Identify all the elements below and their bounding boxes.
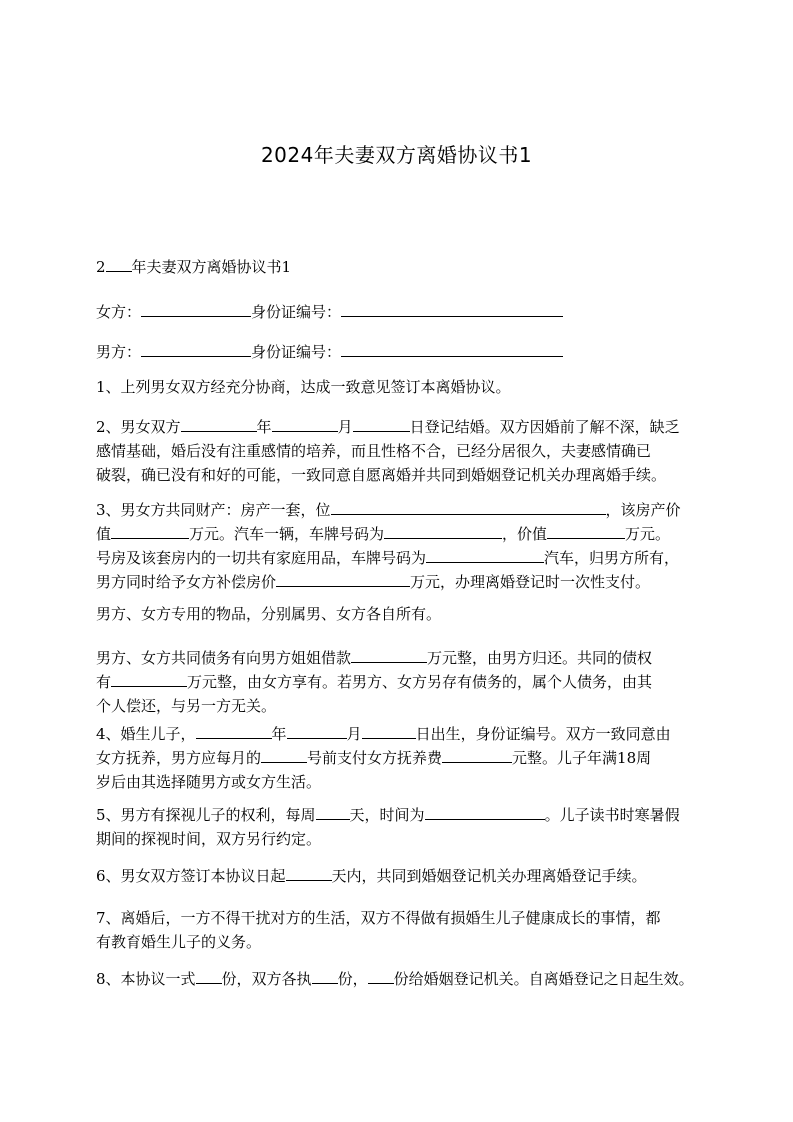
- blank-husband-name[interactable]: [141, 342, 251, 357]
- blank-days[interactable]: [286, 866, 332, 881]
- clause-4: 4、婚生儿子， 年 月 日出生，身份证编号。双方一致同意由 女方抚养，男方应每月的 号前支付女方抚养费 元整。儿子年满18周 岁后由其选择随男方或女方生活。: [96, 725, 671, 791]
- clause-8: 8、本协议一式 份，双方各执 份， 份给婚姻登记机关。自离婚登记之日起生效。: [96, 970, 694, 988]
- clause-3: 3、男女方共同财产：房产一套，位 ，该房产价 值 万元。汽车一辆，车牌号码为 ，价值 万元。 号房及该套房内的一切共有家庭用品，车牌号码为 汽车，归男方所有， 男方同时给予女方补偿房价 万元，办理离婚登记时一次性支付。: [96, 501, 681, 591]
- blank-compensation[interactable]: [276, 572, 410, 587]
- blank-house-value[interactable]: [111, 524, 189, 539]
- clause-6: 6、男女双方签订本协议日起 天内，共同到婚姻登记机关办理离婚登记手续。: [96, 867, 647, 885]
- blank-plate-number[interactable]: [384, 524, 502, 539]
- blank-credit-amount[interactable]: [111, 672, 187, 687]
- subtitle: 2 年夫妻双方离婚协议书1: [96, 258, 292, 276]
- husband-line: 男方： 身份证编号：: [96, 340, 716, 364]
- blank-birth-year[interactable]: [196, 724, 272, 739]
- clause-5: 5、男方有探视儿子的权利，每周 天，时间为 。儿子读书时寒暑假 期间的探视时间，双方另行约定。: [96, 806, 680, 848]
- blank-support-amount[interactable]: [442, 748, 512, 763]
- blank-car-value[interactable]: [547, 524, 625, 539]
- clause-7: 7、离婚后，一方不得干扰对方的生活，双方不得做有损婚生儿子健康成长的事情，都 有教育婚生儿子的义务。: [96, 909, 661, 951]
- blank-birth-month[interactable]: [287, 724, 347, 739]
- blank-birth-day[interactable]: [362, 724, 416, 739]
- clause-2: 2、男女双方 年 月 日登记结婚。双方因婚前了解不深，缺乏 感情基础，婚后没有注重感情的培养，而且性格不合，已经分居很久，夫妻感情确已 破裂，确已没有和好的可能，一致同意自愿离婚并共同到婚姻登记机关办理离婚手续。: [96, 418, 680, 484]
- blank-payment-day[interactable]: [261, 748, 307, 763]
- blank-husband-id[interactable]: [341, 342, 563, 357]
- clause-1: 1、上列男女双方经充分协商，达成一致意见签订本离婚协议。: [96, 378, 511, 396]
- blank-plate-number-2[interactable]: [426, 548, 544, 563]
- debts: 男方、女方共同债务有向男方姐姐借款 万元整，由男方归还。共同的债权 有 万元整，由女方享有。若男方、女方另存有债务的，属个人债务，由其 个人偿还，与另一方无关。: [96, 649, 653, 715]
- blank-wife-id[interactable]: [341, 302, 563, 317]
- blank-debt-amount[interactable]: [351, 648, 427, 663]
- blank-house-location[interactable]: [331, 500, 606, 515]
- blank-marriage-year[interactable]: [181, 417, 257, 432]
- blank-copies-registry[interactable]: [368, 969, 394, 984]
- blank-visit-time[interactable]: [425, 805, 545, 820]
- blank-copies-each[interactable]: [312, 969, 338, 984]
- blank-copies[interactable]: [196, 969, 222, 984]
- blank-marriage-month[interactable]: [272, 417, 338, 432]
- blank-marriage-day[interactable]: [353, 417, 410, 432]
- document-title: 2024年夫妻双方离婚协议书1: [260, 143, 533, 167]
- personal-items: 男方、女方专用的物品，分别属男、女方各自所有。: [96, 605, 442, 623]
- blank-year[interactable]: [106, 257, 132, 272]
- wife-line: 女方： 身份证编号：: [96, 300, 716, 324]
- blank-visit-days[interactable]: [316, 805, 350, 820]
- blank-wife-name[interactable]: [141, 302, 251, 317]
